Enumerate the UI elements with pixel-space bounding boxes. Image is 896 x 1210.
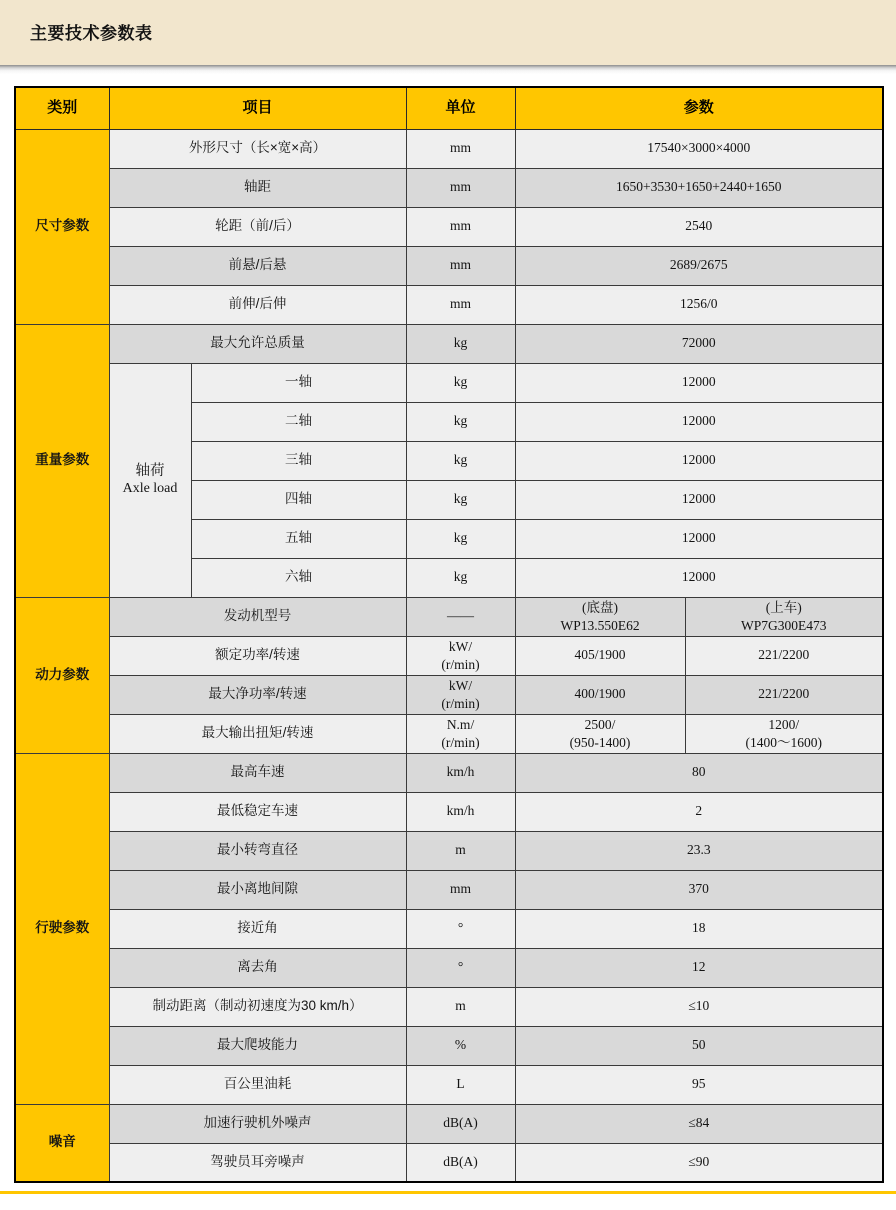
item-label: 三轴: [191, 441, 406, 480]
table-row: [15, 1026, 883, 1065]
value: 80: [515, 753, 883, 792]
unit-label: kg: [406, 402, 515, 441]
footer-accent-rule: [0, 1191, 896, 1194]
item-label: 百公里油耗: [109, 1065, 406, 1104]
item-label: 二轴: [191, 402, 406, 441]
header-item: 项目: [109, 87, 406, 129]
table-row: [15, 987, 883, 1026]
item-label: 外形尺寸（长×宽×高）: [109, 129, 406, 168]
category-label-3: 动力参数: [15, 597, 109, 753]
value: 12000: [515, 363, 883, 402]
value: 2689/2675: [515, 246, 883, 285]
unit-label: %: [406, 1026, 515, 1065]
unit-label: mm: [406, 870, 515, 909]
unit-label: °: [406, 909, 515, 948]
unit-label: °: [406, 948, 515, 987]
item-label: 离去角: [109, 948, 406, 987]
value: 12000: [515, 519, 883, 558]
item-label: 加速行驶机外噪声: [109, 1104, 406, 1143]
table-row: [15, 168, 883, 207]
value: ≤90: [515, 1143, 883, 1182]
value-upper: 1200/ (1400～1600): [685, 714, 883, 753]
unit-label: kW/ (r/min): [406, 636, 515, 675]
category-label-5: 噪音: [15, 1104, 109, 1182]
value: 12000: [515, 480, 883, 519]
value: 370: [515, 870, 883, 909]
table-row: [15, 753, 883, 792]
value-chassis: 400/1900: [515, 675, 685, 714]
value-chassis: 2500/ (950-1400): [515, 714, 685, 753]
item-label: 前伸/后伸: [109, 285, 406, 324]
unit-label: L: [406, 1065, 515, 1104]
table-row: [15, 1065, 883, 1104]
technical-spec-table: [14, 86, 884, 1183]
value: 17540×3000×4000: [515, 129, 883, 168]
unit-label: kg: [406, 558, 515, 597]
header-category: 类别: [15, 87, 109, 129]
value: 12000: [515, 402, 883, 441]
unit-label: kg: [406, 363, 515, 402]
header-unit: 单位: [406, 87, 515, 129]
banner-shadow-divider: [0, 65, 896, 74]
item-label: 最大允许总质量: [109, 324, 406, 363]
item-label: 轮距（前/后）: [109, 207, 406, 246]
value: 95: [515, 1065, 883, 1104]
table-header-row: [15, 87, 883, 129]
table-row: [15, 831, 883, 870]
item-label: 最大净功率/转速: [109, 675, 406, 714]
unit-label: N.m/ (r/min): [406, 714, 515, 753]
item-label: 最高车速: [109, 753, 406, 792]
table-row: [15, 129, 883, 168]
table-row: [15, 597, 883, 636]
value-chassis: 405/1900: [515, 636, 685, 675]
category-label-4: 行驶参数: [15, 753, 109, 1104]
value: 12: [515, 948, 883, 987]
unit-label: km/h: [406, 792, 515, 831]
value: 2540: [515, 207, 883, 246]
unit-label: kg: [406, 441, 515, 480]
item-label: 额定功率/转速: [109, 636, 406, 675]
table-row: [15, 636, 883, 675]
unit-label: mm: [406, 129, 515, 168]
unit-label: kg: [406, 480, 515, 519]
unit-label: ——: [406, 597, 515, 636]
value: 2: [515, 792, 883, 831]
table-row: [15, 246, 883, 285]
spec-table-container: [14, 86, 882, 1183]
item-label: 前悬/后悬: [109, 246, 406, 285]
table-row: [15, 675, 883, 714]
table-row: [15, 363, 883, 402]
value: 23.3: [515, 831, 883, 870]
value-chassis: (底盘) WP13.550E62: [515, 597, 685, 636]
item-label: 接近角: [109, 909, 406, 948]
item-label: 轴距: [109, 168, 406, 207]
value: 1256/0: [515, 285, 883, 324]
unit-label: kW/ (r/min): [406, 675, 515, 714]
unit-label: mm: [406, 207, 515, 246]
item-label: 最大输出扭矩/转速: [109, 714, 406, 753]
item-label: 六轴: [191, 558, 406, 597]
value: 12000: [515, 558, 883, 597]
table-row: [15, 1104, 883, 1143]
unit-label: m: [406, 987, 515, 1026]
value: ≤84: [515, 1104, 883, 1143]
category-label-1: 尺寸参数: [15, 129, 109, 324]
value: 72000: [515, 324, 883, 363]
value: 12000: [515, 441, 883, 480]
table-row: [15, 285, 883, 324]
unit-label: km/h: [406, 753, 515, 792]
table-row: [15, 792, 883, 831]
item-label: 最小离地间隙: [109, 870, 406, 909]
unit-label: kg: [406, 324, 515, 363]
item-label: 一轴: [191, 363, 406, 402]
item-label: 驾驶员耳旁噪声: [109, 1143, 406, 1182]
item-label: 五轴: [191, 519, 406, 558]
unit-label: kg: [406, 519, 515, 558]
item-label: 制动距离（制动初速度为30 km/h）: [109, 987, 406, 1026]
unit-label: dB(A): [406, 1104, 515, 1143]
value: ≤10: [515, 987, 883, 1026]
value-upper: (上车) WP7G300E473: [685, 597, 883, 636]
item-label: 四轴: [191, 480, 406, 519]
unit-label: m: [406, 831, 515, 870]
table-row: [15, 324, 883, 363]
unit-label: mm: [406, 246, 515, 285]
spec-table-body: [15, 87, 883, 1182]
unit-label: dB(A): [406, 1143, 515, 1182]
item-label: 最低稳定车速: [109, 792, 406, 831]
table-row: [15, 1143, 883, 1182]
axle-load-group-label: 轴荷 Axle load: [109, 363, 191, 597]
item-label: 最小转弯直径: [109, 831, 406, 870]
item-label: 最大爬坡能力: [109, 1026, 406, 1065]
unit-label: mm: [406, 285, 515, 324]
table-row: [15, 909, 883, 948]
value: 18: [515, 909, 883, 948]
table-row: [15, 870, 883, 909]
table-row: [15, 948, 883, 987]
page-title: 主要技术参数表: [30, 24, 153, 43]
value-upper: 221/2200: [685, 675, 883, 714]
unit-label: mm: [406, 168, 515, 207]
table-row: [15, 714, 883, 753]
category-label-2: 重量参数: [15, 324, 109, 597]
page-banner: [0, 0, 896, 65]
value: 1650+3530+1650+2440+1650: [515, 168, 883, 207]
table-row: [15, 207, 883, 246]
value: 50: [515, 1026, 883, 1065]
header-parameter: 参数: [515, 87, 883, 129]
value-upper: 221/2200: [685, 636, 883, 675]
item-label: 发动机型号: [109, 597, 406, 636]
